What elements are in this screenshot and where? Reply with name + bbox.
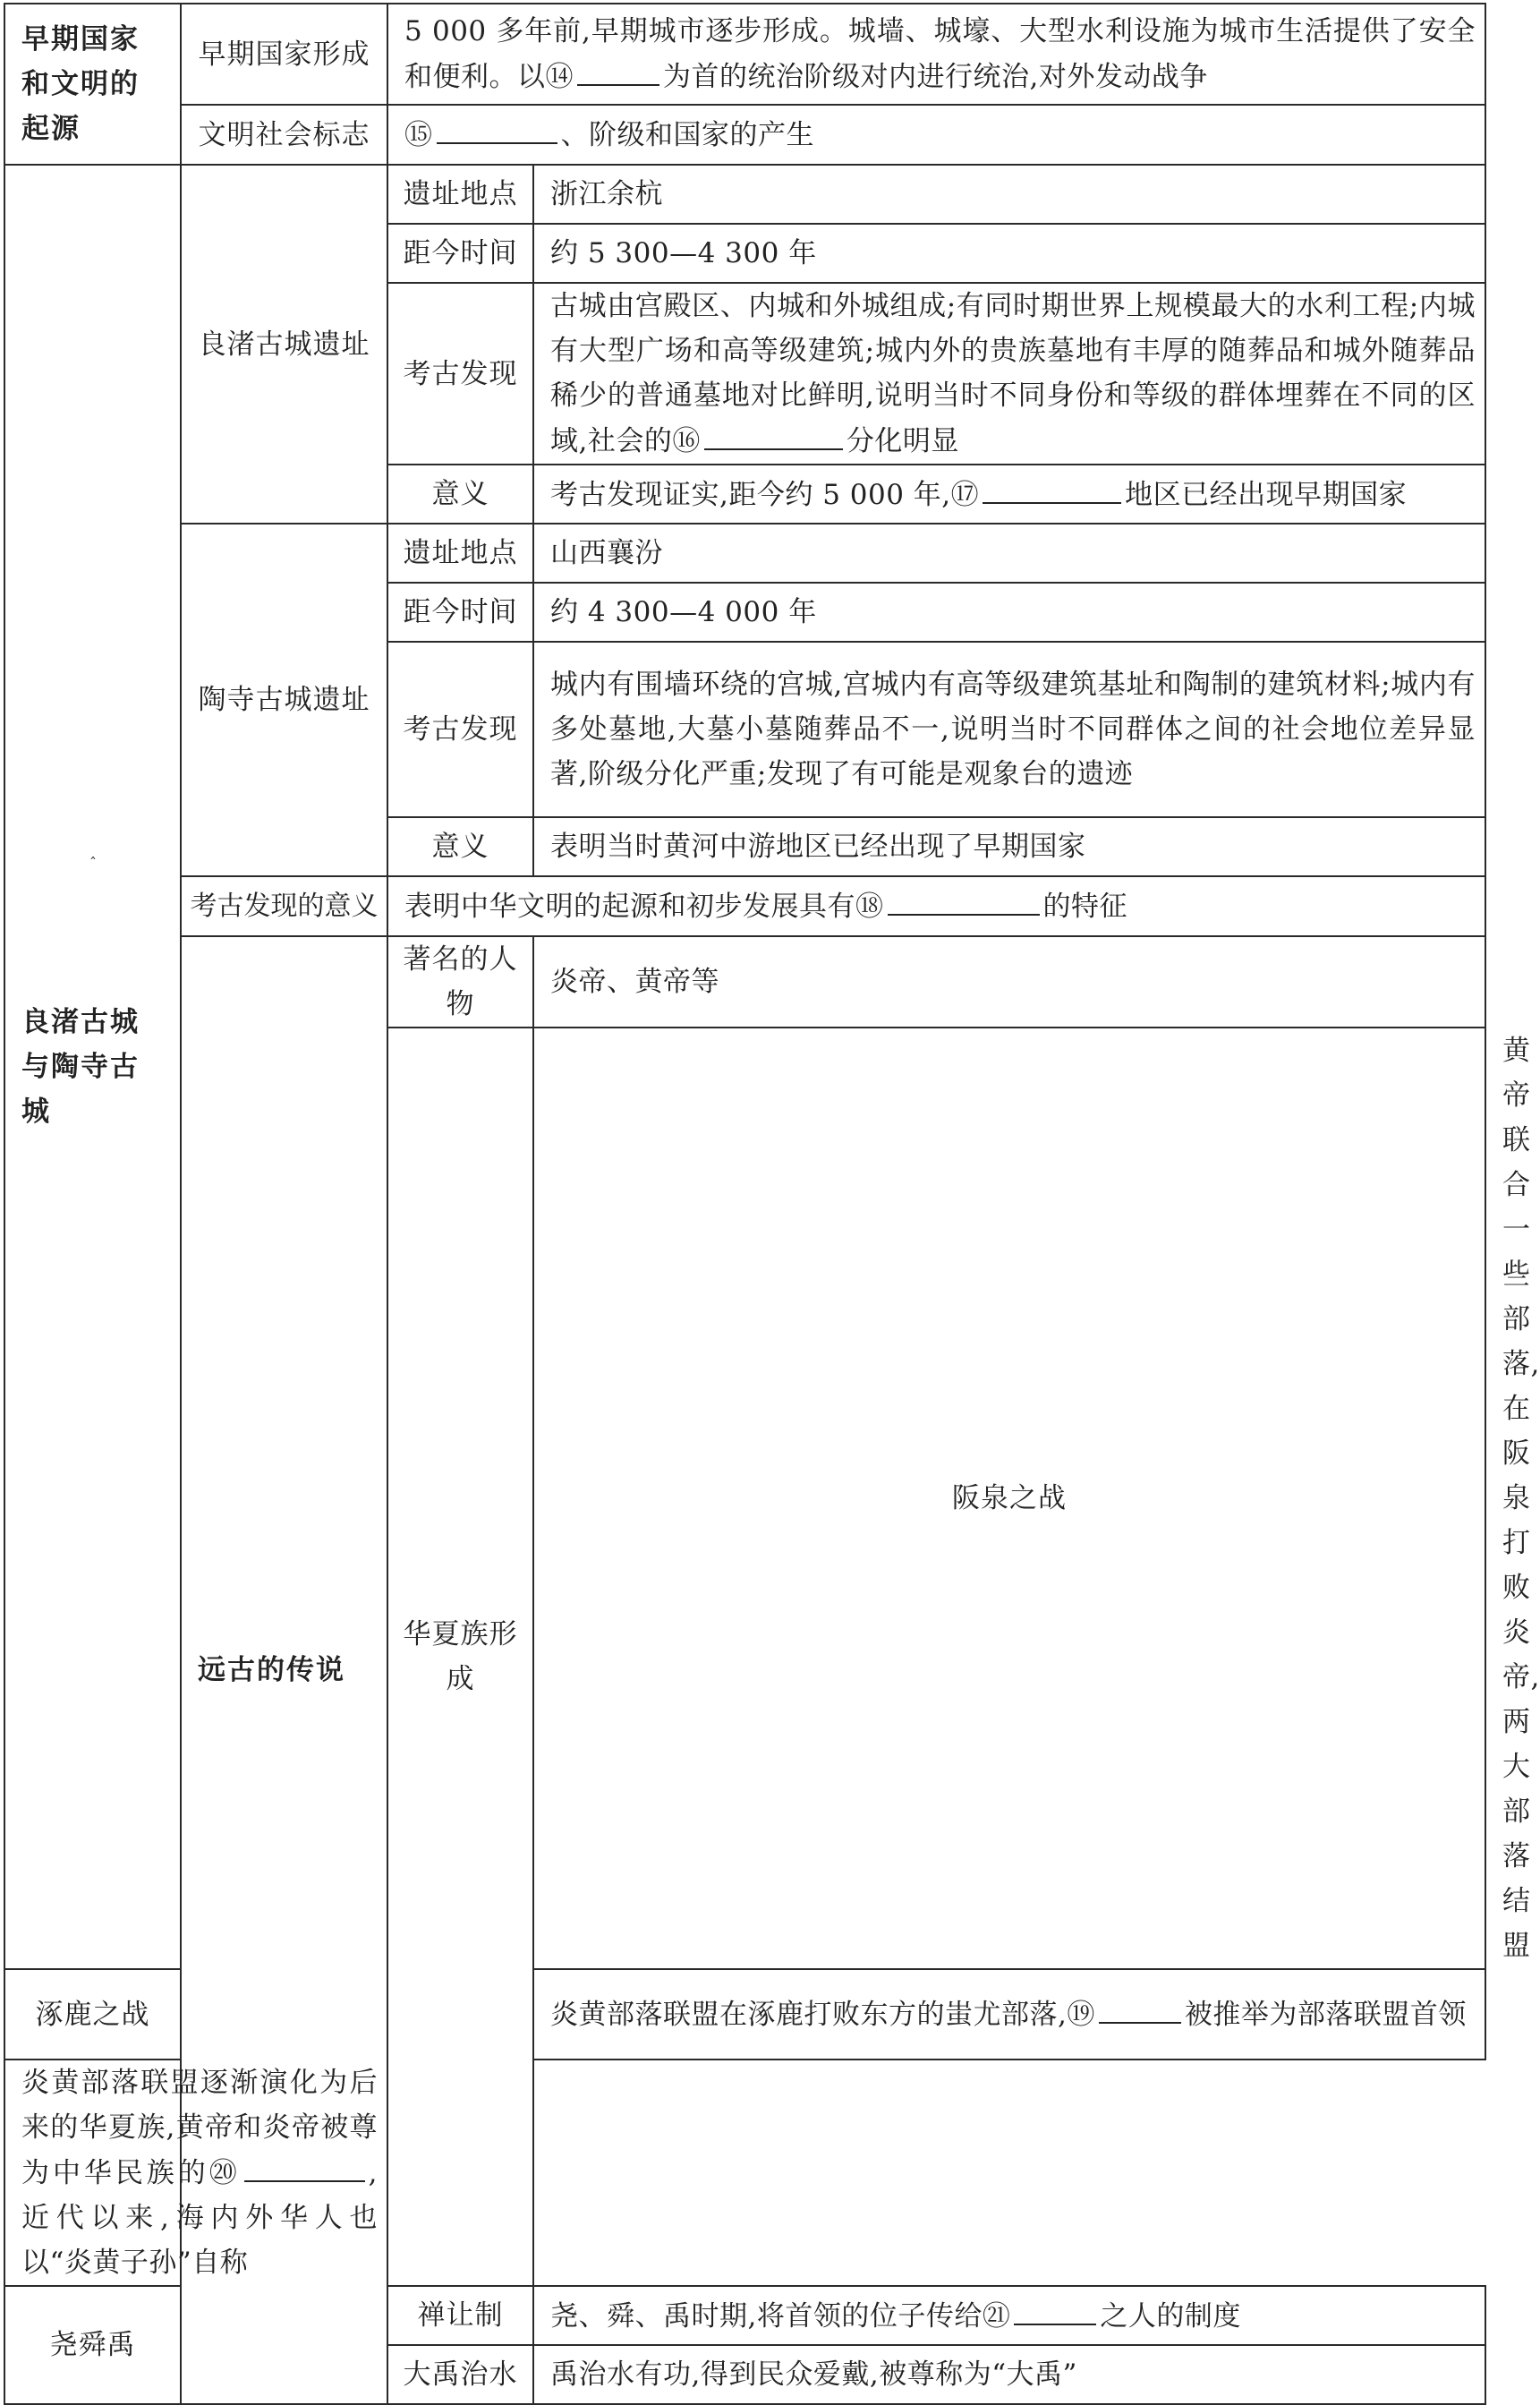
fill-blank[interactable] bbox=[437, 112, 557, 144]
row-label: 考古发现的意义 bbox=[181, 876, 387, 936]
field-label: 意义 bbox=[387, 465, 533, 524]
content-cell: 浙江余杭 bbox=[533, 165, 1485, 224]
row-label: 著名的人物 bbox=[387, 936, 533, 1028]
content-cell: 城内有围墙环绕的宫城,宫城内有高等级建筑基址和陶制的建筑材料;城内有多处墓地,大墓小墓随葬品不一,说明当时不同群体之间的社会地位差异显著,阶级分化严重;发现了有可能是观象台的遗迹 bbox=[533, 642, 1485, 817]
content-cell: 考古发现证实,距今约 5 000 年,⑰ 地区已经出现早期国家 bbox=[533, 465, 1485, 524]
content-cell: 禹治水有功,得到民众爱戴,被尊称为“大禹” bbox=[533, 2345, 1485, 2404]
field-label: 涿鹿之战 bbox=[4, 1969, 181, 2060]
field-label: 阪泉之战 bbox=[533, 1028, 1485, 1969]
table-row bbox=[4, 165, 1485, 224]
field-label: 遗址地点 bbox=[387, 524, 533, 583]
table-row bbox=[4, 524, 1485, 583]
fill-blank[interactable] bbox=[577, 54, 659, 86]
fill-blank[interactable] bbox=[983, 472, 1121, 504]
row-label: 文明社会标志 bbox=[181, 105, 387, 165]
table-row bbox=[4, 876, 1485, 936]
fill-blank[interactable] bbox=[1014, 2293, 1096, 2325]
content-cell: 约 5 300—4 300 年 bbox=[533, 224, 1485, 283]
category-cell: 远古的传说 bbox=[181, 936, 387, 2404]
fill-blank[interactable] bbox=[244, 2150, 365, 2182]
content-cell: 约 4 300—4 000 年 bbox=[533, 583, 1485, 642]
content-cell: 5 000 多年前,早期城市逐步形成。城墙、城壕、大型水利设施为城市生活提供了安全和便利。以⑭ 为首的统治阶级对内进行统治,对外发动战争 bbox=[387, 4, 1485, 105]
field-label: 意义 bbox=[387, 817, 533, 876]
content-cell: ⑮ 、阶级和国家的产生 bbox=[387, 105, 1485, 165]
category-cell: 良渚古城与陶寺古城 bbox=[4, 165, 181, 1969]
field-label: 禅让制 bbox=[387, 2286, 533, 2345]
content-cell: 炎黄部落联盟逐渐演化为后来的华夏族,黄帝和炎帝被尊为中华民族的⑳ ,近代以来,海内外华人也以“炎黄子孙”自称 bbox=[4, 2060, 387, 2286]
fill-blank[interactable] bbox=[888, 883, 1040, 916]
category-cell: 早期国家和文明的起源 bbox=[4, 4, 181, 165]
content-cell: 尧、舜、禹时期,将首领的位子传给㉑ 之人的制度 bbox=[533, 2286, 1485, 2345]
row-label: 华夏族形成 bbox=[387, 1028, 533, 2286]
table-row: 华夏族形成 阪泉之战 黄帝联合一些部落,在阪泉打败炎帝,两大部落结盟 bbox=[4, 1028, 1485, 1969]
field-label: 考古发现 bbox=[387, 642, 533, 817]
content-cell: 炎帝、黄帝等 bbox=[533, 936, 1485, 1028]
table-row bbox=[4, 105, 1485, 165]
field-label: 距今时间 bbox=[387, 583, 533, 642]
fill-blank[interactable] bbox=[704, 418, 843, 450]
content-cell: 古城由宫殿区、内城和外城组成;有同时期世界上规模最大的水利工程;内城有大型广场和高等级建筑;城内外的贵族墓地有丰厚的随葬品和城外随葬品稀少的普通墓地对比鲜明,说明当时不同身份和等级的群体埋葬在不同的区域,社会的⑯ 分化明显 bbox=[533, 283, 1485, 465]
site-label: 良渚古城遗址 bbox=[181, 165, 387, 524]
field-label: 距今时间 bbox=[387, 224, 533, 283]
field-label: 大禹治水 bbox=[387, 2345, 533, 2404]
site-label: 陶寺古城遗址 bbox=[181, 524, 387, 876]
knowledge-table bbox=[4, 3, 1540, 2405]
table-row bbox=[4, 936, 1485, 1028]
content-cell: 炎黄部落联盟在涿鹿打败东方的蚩尤部落,⑲ 被推举为部落联盟首领 bbox=[533, 1969, 1485, 2060]
field-label: 考古发现 bbox=[387, 283, 533, 465]
row-label: 早期国家形成 bbox=[181, 4, 387, 105]
table-row bbox=[4, 2060, 1485, 2286]
row-label: 尧舜禹 bbox=[4, 2286, 181, 2404]
content-cell: 表明当时黄河中游地区已经出现了早期国家 bbox=[533, 817, 1485, 876]
content-cell: 表明中华文明的起源和初步发展具有⑱ 的特征 bbox=[387, 876, 1485, 936]
stray-mark: ˆ bbox=[89, 855, 97, 872]
content-cell: 山西襄汾 bbox=[533, 524, 1485, 583]
fill-blank[interactable] bbox=[1099, 1991, 1181, 2024]
field-label: 遗址地点 bbox=[387, 165, 533, 224]
table-row bbox=[4, 4, 1485, 105]
